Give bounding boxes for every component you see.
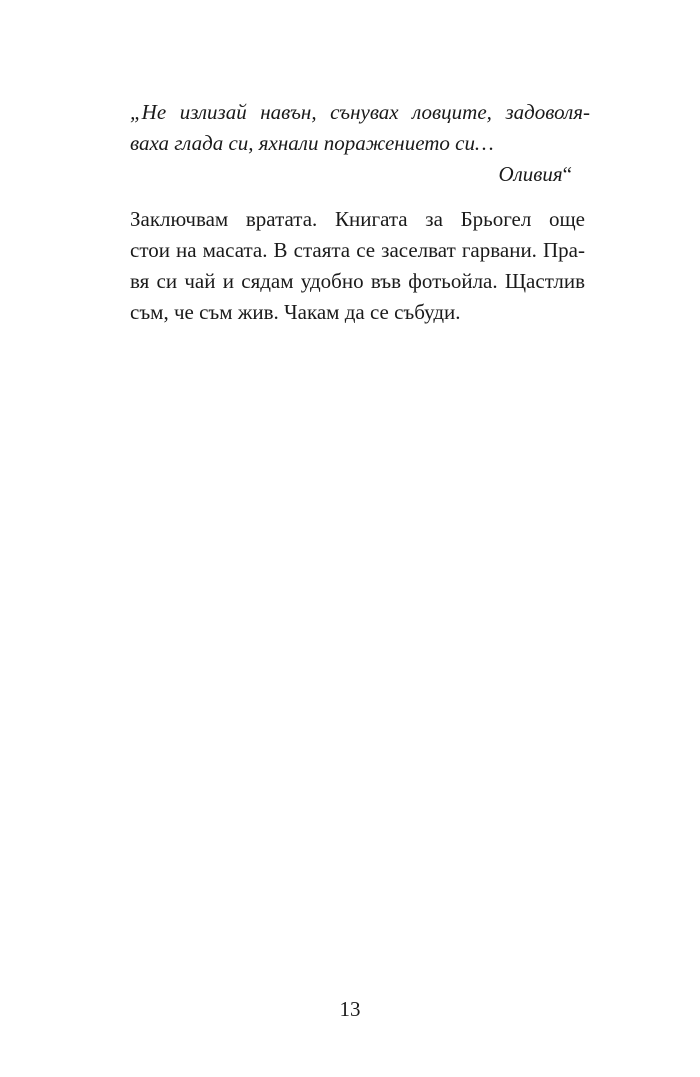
paragraph-line: вя си чай и сядам удобно във фотьойла. Щастлив	[130, 269, 585, 293]
paragraph-line: Заключвам вратата. Книгата за Брьогел още	[130, 207, 585, 231]
epigraph-signature	[130, 159, 590, 190]
body-paragraph	[130, 204, 585, 328]
closing-quote-mark: “	[562, 162, 572, 186]
page-number: 13	[339, 997, 361, 1021]
epigraph-line: „Не излизай навън, сънувах ловците, задоволя-	[130, 100, 590, 124]
epigraph-line: ваха глада си, яхнали поражението си…	[130, 131, 494, 155]
paragraph-line: съм, че съм жив. Чакам да се събуди.	[130, 300, 461, 324]
epigraph	[130, 97, 590, 190]
signature-name: Оливия	[498, 162, 563, 186]
paragraph-line: стои на масата. В стаята се заселват гарвани. Пра-	[130, 238, 585, 262]
